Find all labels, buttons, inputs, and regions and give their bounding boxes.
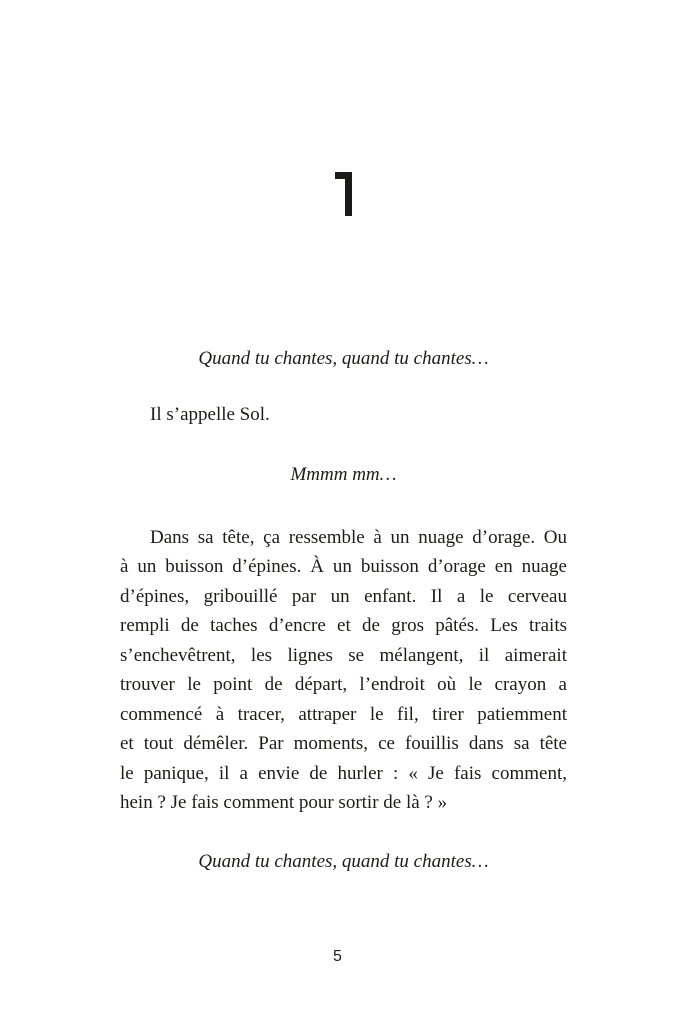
paragraph-line: rempli de taches d’encre et de gros pâtés. Les traits xyxy=(120,615,567,636)
paragraph-line: s’enchevêtrent, les lignes se mélangent, il aimerait xyxy=(120,644,567,666)
chapter-number xyxy=(120,172,567,216)
body-paragraph xyxy=(120,523,567,818)
paragraph-line: et tout démêler. Par moments, ce fouillis dans sa tête xyxy=(120,733,567,754)
text-column xyxy=(120,0,567,876)
digit-1-glyph xyxy=(335,172,352,216)
paragraph-line: d’épines, gribouillé par un enfant. Il a le cerveau xyxy=(120,585,567,607)
paragraph-line: hein ? Je fais comment pour sortir de là ? » xyxy=(120,792,448,813)
song-lyric-line-bottom: Quand tu chantes, quand tu chantes… xyxy=(198,850,489,872)
paragraph-line: Dans sa tête, ça ressemble à un nuage d’orage. Ou xyxy=(150,526,567,548)
humming-line: Mmmm mm… xyxy=(290,464,397,485)
paragraph-line: le panique, il a envie de hurler : « Je fais comment, xyxy=(120,762,567,784)
paragraph-line: commencé à tracer, attraper le fil, tirer patiemment xyxy=(120,703,567,725)
page-number: 5 xyxy=(333,948,342,965)
paragraph-line: à un buisson d’épines. À un buisson d’orage en nuage xyxy=(120,556,567,577)
paragraph-line: trouver le point de départ, l’endroit où le crayon a xyxy=(120,674,567,695)
song-lyric-line-top: Quand tu chantes, quand tu chantes… xyxy=(198,348,489,369)
intro-sentence: Il s’appelle Sol. xyxy=(150,403,270,425)
